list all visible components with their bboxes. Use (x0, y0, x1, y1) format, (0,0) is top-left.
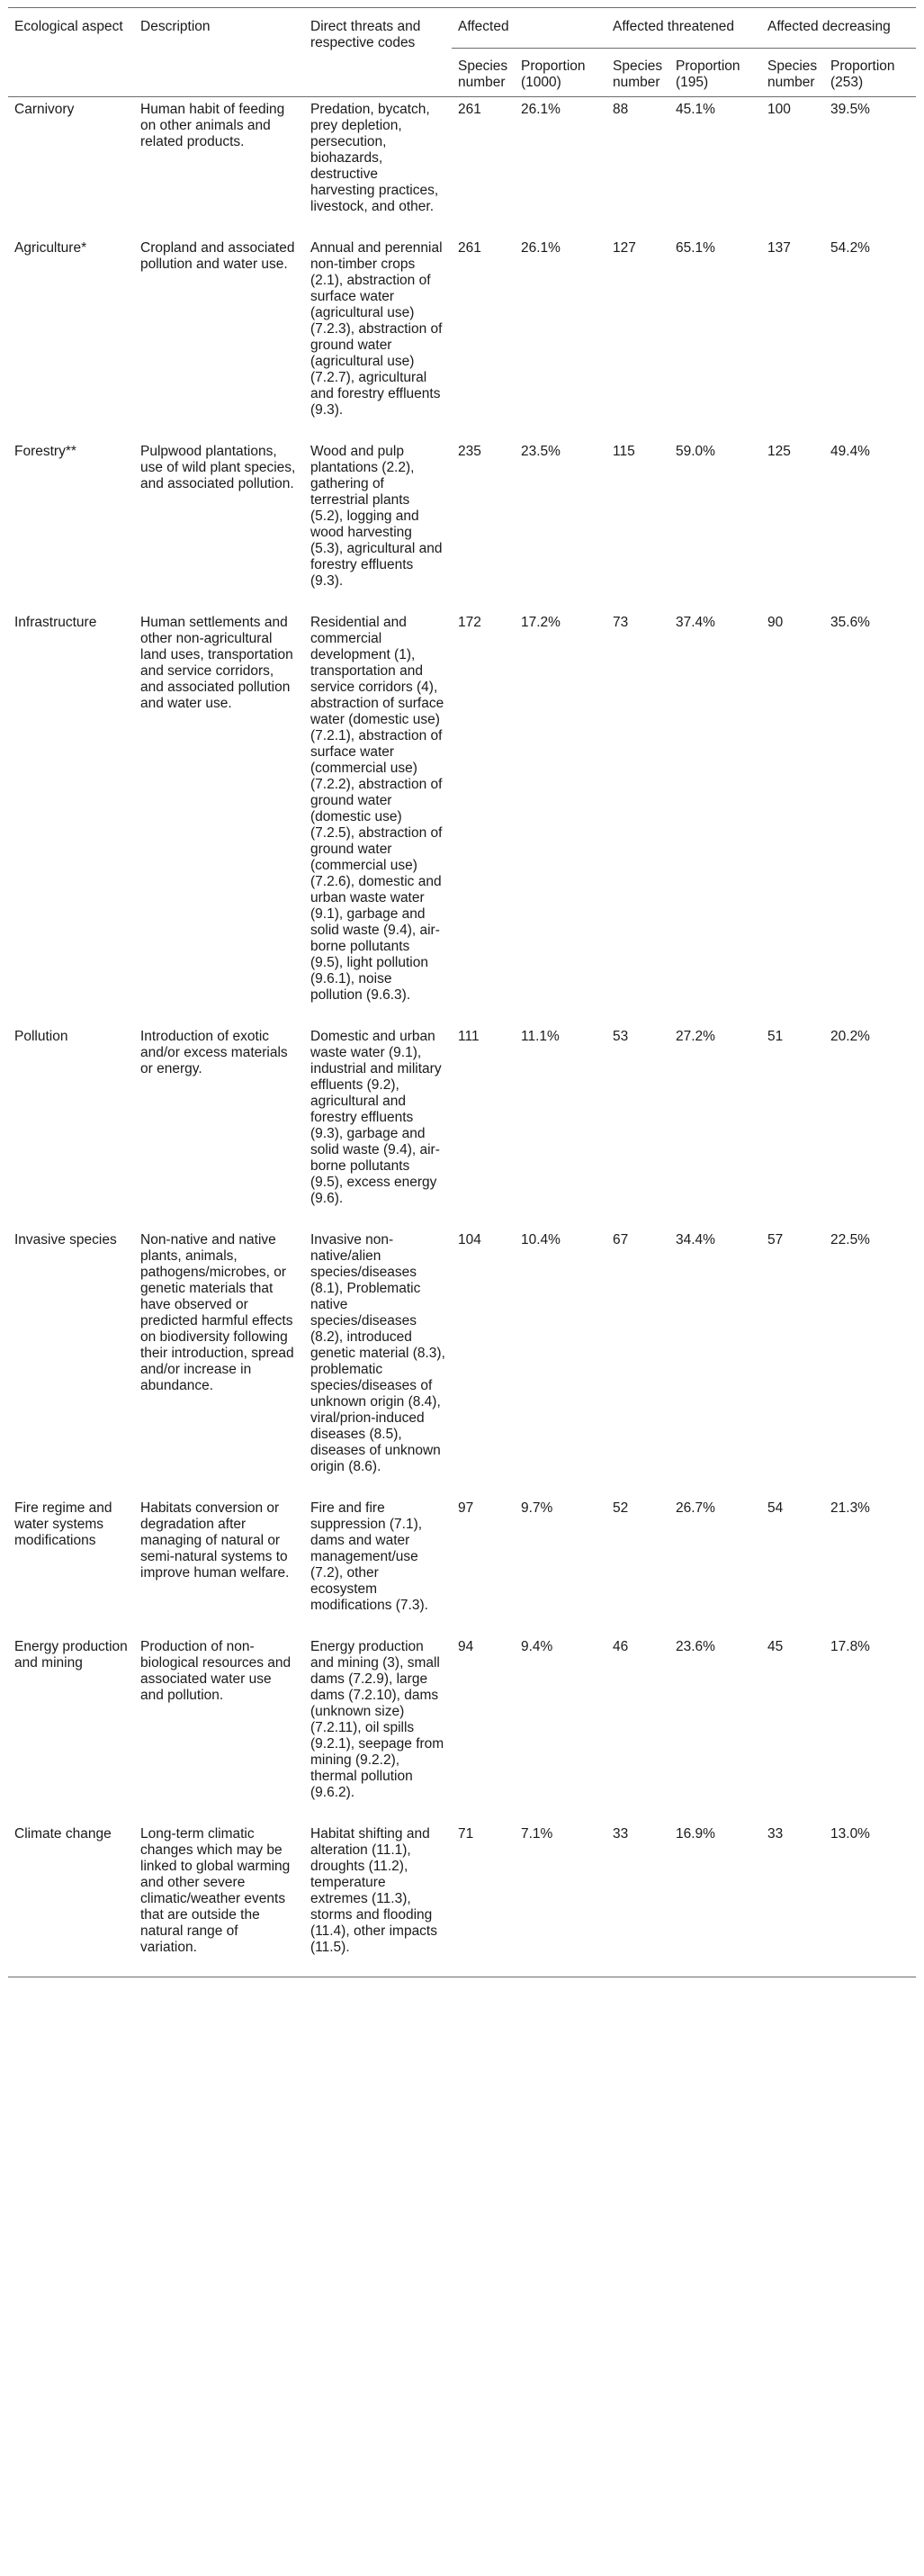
cell-aspect: Fire regime and water systems modifications (14, 1500, 112, 1548)
cell-affected-proportion: 23.5% (521, 444, 561, 459)
cell-threats: Energy production and mining (3), small dams (7.2.9), large dams (7.2.10), dams (unknown size) (7.2.11), oil spills (9.2.1), seepage from mining (9.2.2), thermal pollution (9.6.2). (310, 1639, 444, 1800)
cell-affected-number: 104 (458, 1232, 481, 1247)
table-row (8, 439, 916, 610)
cell-affected-number: 111 (458, 1029, 480, 1044)
table-header (8, 8, 916, 97)
cell-decreasing-proportion: 22.5% (830, 1232, 870, 1247)
cell-aspect: Climate change (14, 1826, 112, 1842)
cell-decreasing-number: 45 (767, 1639, 784, 1654)
cell-aspect: Carnivory (14, 102, 75, 117)
cell-threats: Fire and fire suppression (7.1), dams and water management/use (7.2), other ecosystem modifications (7.3). (310, 1500, 428, 1613)
header-affected-species-number: Species number (452, 49, 515, 97)
cell-decreasing-number: 137 (767, 240, 791, 256)
cell-affected-proportion: 9.4% (521, 1639, 553, 1654)
table-row (8, 1496, 916, 1635)
table-row (8, 236, 916, 439)
header-threatened-species-number: Species number (606, 49, 669, 97)
cell-threats: Habitat shifting and alteration (11.1), droughts (11.2), temperature extremes (11.3), storms and flooding (11.4), other impacts (11.5). (310, 1826, 437, 1955)
cell-description: Human settlements and other non-agricultural land uses, transportation and service corridors, and associated pollution and water use. (140, 615, 293, 711)
table-body (8, 97, 916, 1977)
cell-affected-number: 71 (458, 1826, 474, 1842)
cell-affected-proportion: 9.7% (521, 1500, 553, 1516)
header-decreasing-species-number: Species number (761, 49, 824, 97)
cell-decreasing-proportion: 35.6% (830, 615, 870, 630)
cell-affected-number: 94 (458, 1639, 474, 1654)
cell-aspect: Infrastructure (14, 615, 97, 630)
cell-description: Pulpwood plantations, use of wild plant species, and associated pollution. (140, 444, 296, 491)
cell-affected-number: 97 (458, 1500, 474, 1516)
table-row (8, 1822, 916, 1977)
cell-threatened-number: 46 (613, 1639, 629, 1654)
header-decreasing-proportion: Proportion (253) (824, 49, 916, 97)
cell-aspect: Agriculture* (14, 240, 87, 256)
cell-affected-proportion: 26.1% (521, 102, 561, 117)
cell-decreasing-proportion: 17.8% (830, 1639, 870, 1654)
table-row (8, 610, 916, 1024)
header-threatened-proportion: Proportion (195) (669, 49, 761, 97)
cell-decreasing-proportion: 54.2% (830, 240, 870, 256)
cell-threatened-proportion: 16.9% (676, 1826, 715, 1842)
cell-aspect: Energy production and mining (14, 1639, 128, 1671)
cell-aspect: Forestry** (14, 444, 76, 459)
cell-threatened-number: 67 (613, 1232, 629, 1247)
cell-affected-proportion: 10.4% (521, 1232, 561, 1247)
cell-threatened-number: 88 (613, 102, 629, 117)
cell-threatened-proportion: 34.4% (676, 1232, 715, 1247)
cell-decreasing-number: 33 (767, 1826, 784, 1842)
cell-threatened-proportion: 26.7% (676, 1500, 715, 1516)
cell-threatened-proportion: 45.1% (676, 102, 715, 117)
table-row (8, 1228, 916, 1496)
cell-decreasing-number: 54 (767, 1500, 784, 1516)
cell-decreasing-proportion: 39.5% (830, 102, 870, 117)
cell-decreasing-number: 100 (767, 102, 791, 117)
header-group-affected: Affected (452, 8, 606, 49)
cell-decreasing-proportion: 13.0% (830, 1826, 870, 1842)
cell-affected-number: 261 (458, 102, 481, 117)
header-description: Description (134, 8, 304, 97)
cell-affected-proportion: 7.1% (521, 1826, 553, 1842)
cell-threats: Annual and perennial non-timber crops (2.1), abstraction of surface water (agricultural use) (7.2.3), abstraction of ground water (agricultural use) (7.2.7), agricultural and forestry effluents (9.3). (310, 240, 443, 418)
cell-threatened-number: 33 (613, 1826, 629, 1842)
cell-threatened-proportion: 23.6% (676, 1639, 715, 1654)
cell-threats: Residential and commercial development (1), transportation and service corridors (4), abstraction of surface water (domestic use) (7.2.1), abstraction of surface water (commercial use) (7.2.2), abstraction of ground water (domestic use) (7.2.5), abstraction of ground water (commercial use) (7.2.6), domestic and urban waste water (9.1), garbage and solid waste (9.4), air-borne pollutants (9.5), light pollution (9.6.1), noise pollution (9.6.3). (310, 615, 444, 1003)
cell-aspect: Invasive species (14, 1232, 117, 1247)
cell-threatened-number: 52 (613, 1500, 629, 1516)
threats-table (8, 7, 916, 1977)
cell-description: Human habit of feeding on other animals and related products. (140, 102, 285, 149)
cell-threats: Wood and pulp plantations (2.2), gathering of terrestrial plants (5.2), logging and wood harvesting (5.3), agricultural and forestry effluents (9.3). (310, 444, 443, 589)
cell-description: Habitats conversion or degradation after managing of natural or semi-natural systems to improve human welfare. (140, 1500, 290, 1581)
cell-decreasing-number: 57 (767, 1232, 784, 1247)
cell-affected-number: 172 (458, 615, 481, 630)
cell-description: Non-native and native plants, animals, pathogens/microbes, or genetic materials that have observed or predicted harmful effects on biodiversity following their introduction, spread and/or increase in abundance. (140, 1232, 294, 1393)
cell-threatened-proportion: 65.1% (676, 240, 715, 256)
cell-aspect: Pollution (14, 1029, 68, 1044)
cell-threatened-number: 115 (613, 444, 635, 459)
header-group-affected-threatened: Affected threatened (606, 8, 761, 49)
cell-decreasing-number: 90 (767, 615, 784, 630)
cell-threatened-number: 53 (613, 1029, 629, 1044)
cell-description: Cropland and associated pollution and water use. (140, 240, 295, 272)
cell-description: Long-term climatic changes which may be linked to global warming and other severe climatic/weather events that are outside the natural range of variation. (140, 1826, 291, 1955)
cell-affected-number: 261 (458, 240, 481, 256)
header-ecological-aspect: Ecological aspect (8, 8, 134, 97)
cell-description: Production of non-biological resources and associated water use and pollution. (140, 1639, 292, 1703)
header-affected-proportion: Proportion (1000) (515, 49, 606, 97)
cell-threatened-number: 127 (613, 240, 636, 256)
cell-affected-number: 235 (458, 444, 481, 459)
cell-threatened-proportion: 27.2% (676, 1029, 715, 1044)
cell-affected-proportion: 17.2% (521, 615, 561, 630)
cell-description: Introduction of exotic and/or excess materials or energy. (140, 1029, 288, 1076)
cell-threatened-proportion: 37.4% (676, 615, 715, 630)
cell-decreasing-proportion: 49.4% (830, 444, 870, 459)
cell-threatened-number: 73 (613, 615, 629, 630)
cell-decreasing-number: 51 (767, 1029, 784, 1044)
cell-threats: Predation, bycatch, prey depletion, persecution, biohazards, destructive harvesting practices, livestock, and other. (310, 102, 439, 214)
cell-threats: Invasive non-native/alien species/diseases (8.1), Problematic native species/diseases (8.2), introduced genetic material (8.3), problematic species/diseases of unknown origin (8.4), viral/prion-induced diseases (8.5), diseases of unknown origin (8.6). (310, 1232, 445, 1474)
table-row (8, 1635, 916, 1822)
cell-threats: Domestic and urban waste water (9.1), industrial and military effluents (9.2), agricultural and forestry effluents (9.3), garbage and solid waste (9.4), air-borne pollutants (9.5), excess energy (9.6). (310, 1029, 442, 1206)
cell-decreasing-number: 125 (767, 444, 791, 459)
cell-affected-proportion: 26.1% (521, 240, 561, 256)
table-row (8, 1024, 916, 1228)
cell-affected-proportion: 11.1% (521, 1029, 560, 1044)
table-row (8, 97, 916, 237)
cell-decreasing-proportion: 21.3% (830, 1500, 870, 1516)
cell-decreasing-proportion: 20.2% (830, 1029, 870, 1044)
cell-threatened-proportion: 59.0% (676, 444, 715, 459)
header-group-affected-decreasing: Affected decreasing (761, 8, 916, 49)
header-direct-threats: Direct threats and respective codes (304, 8, 452, 97)
